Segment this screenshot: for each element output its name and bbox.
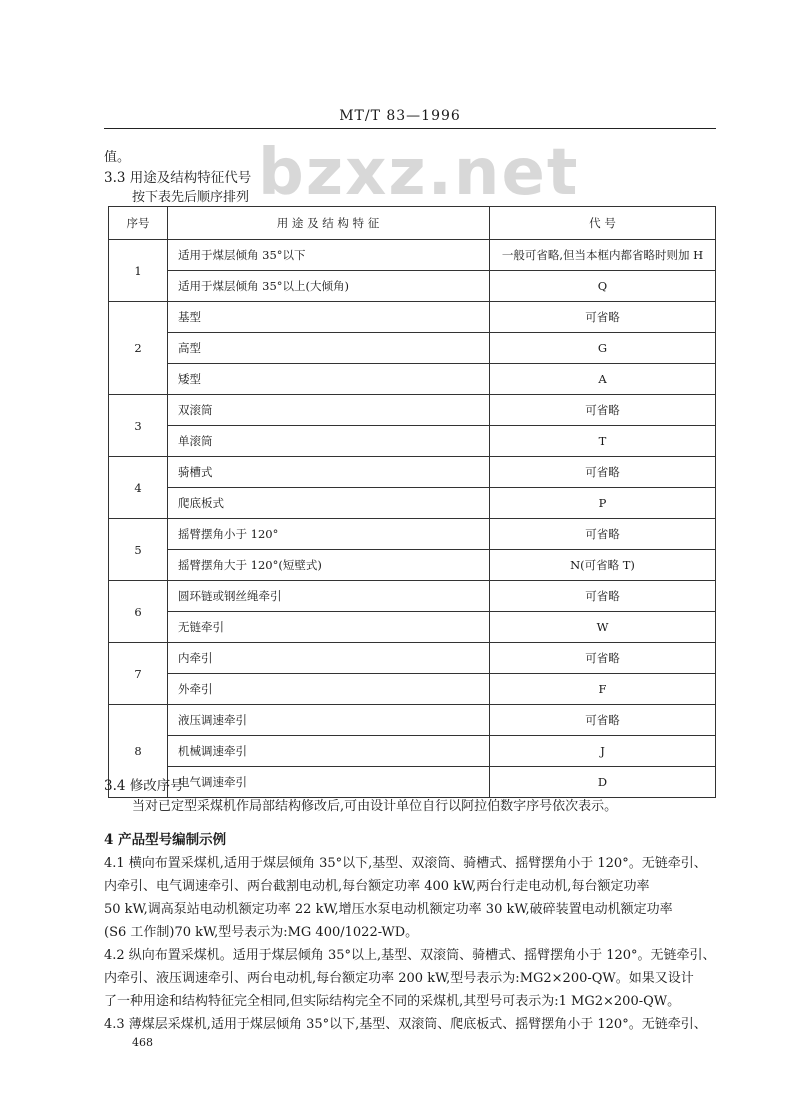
table-row — [109, 643, 716, 674]
feature-cell: 摇臂摆角大于 120°(短壁式) — [168, 550, 490, 581]
group-number: 1 — [109, 240, 168, 302]
table-row — [109, 519, 716, 550]
group-number: 2 — [109, 302, 168, 395]
paragraph-line: (S6 工作制)70 kW,型号表示为:MG 400/1022-WD。 — [104, 925, 419, 940]
code-cell: 可省略 — [490, 581, 716, 612]
paragraph-4-1 — [104, 852, 716, 944]
code-cell: 可省略 — [490, 302, 716, 333]
section-3-3-heading: 3.3 用途及结构特征代号 — [104, 170, 252, 186]
paragraph-4-3 — [104, 1013, 716, 1036]
section-3-3-subtext: 按下表先后顺序排列 — [132, 190, 250, 205]
table-row — [109, 302, 716, 333]
code-cell: 可省略 — [490, 705, 716, 736]
code-cell: N(可省略 T) — [490, 550, 716, 581]
feature-cell: 液压调速牵引 — [168, 705, 490, 736]
code-cell: A — [490, 364, 716, 395]
paragraph-4-2 — [104, 944, 716, 1013]
paragraph-line: 4.1 横向布置采煤机,适用于煤层倾角 35°以下,基型、双滚筒、骑槽式、摇臂摆角小于 120°。无链牵引、 — [104, 856, 707, 871]
group-number: 6 — [109, 581, 168, 643]
code-cell: G — [490, 333, 716, 364]
table-row — [109, 395, 716, 426]
header-rule — [104, 128, 716, 129]
code-cell: T — [490, 426, 716, 457]
code-table — [108, 206, 716, 798]
table-row — [109, 333, 716, 364]
section-3-4-heading: 3.4 修改序号 — [104, 778, 184, 794]
document-header: MT/T 83—1996 — [339, 108, 461, 124]
group-number: 5 — [109, 519, 168, 581]
code-cell: P — [490, 488, 716, 519]
paragraph-line: 内牵引、液压调速牵引、两台电动机,每台额定功率 200 kW,型号表示为:MG2×200-QW。如果又设计 — [104, 971, 694, 986]
table-row — [109, 488, 716, 519]
feature-cell: 适用于煤层倾角 35°以下 — [168, 240, 490, 271]
table-row — [109, 426, 716, 457]
feature-cell: 矮型 — [168, 364, 490, 395]
table-row — [109, 457, 716, 488]
paragraph-line: 50 kW,调高泵站电动机额定功率 22 kW,增压水泵电动机额定功率 30 kW,破碎装置电动机额定功率 — [104, 902, 673, 917]
group-number: 8 — [109, 705, 168, 798]
paragraph-line: 4.3 薄煤层采煤机,适用于煤层倾角 35°以下,基型、双滚筒、爬底板式、摇臂摆角小于 120°。无链牵引、 — [104, 1017, 707, 1032]
table-row — [109, 705, 716, 736]
feature-cell: 爬底板式 — [168, 488, 490, 519]
feature-cell: 适用于煤层倾角 35°以上(大倾角) — [168, 271, 490, 302]
feature-cell: 电气调速牵引 — [168, 767, 490, 798]
section-4-heading: 4 产品型号编制示例 — [104, 832, 227, 848]
feature-cell: 外牵引 — [168, 674, 490, 705]
header-feature: 用 途 及 结 构 特 征 — [168, 207, 490, 240]
header-code: 代 号 — [490, 207, 716, 240]
table-row — [109, 612, 716, 643]
paragraph-line: 内牵引、电气调速牵引、两台截割电动机,每台额定功率 400 kW,两台行走电动机,每台额定功率 — [104, 879, 650, 894]
code-cell: 可省略 — [490, 519, 716, 550]
continued-text: 值。 — [104, 150, 131, 165]
code-cell: F — [490, 674, 716, 705]
code-cell: W — [490, 612, 716, 643]
feature-cell: 单滚筒 — [168, 426, 490, 457]
code-cell: Q — [490, 271, 716, 302]
feature-cell: 双滚筒 — [168, 395, 490, 426]
table-row — [109, 364, 716, 395]
code-cell: 一般可省略,但当本框内都省略时则加 H — [490, 240, 716, 271]
group-number: 7 — [109, 643, 168, 705]
code-cell: 可省略 — [490, 643, 716, 674]
feature-cell: 无链牵引 — [168, 612, 490, 643]
section-3-4-text: 当对已定型采煤机作局部结构修改后,可由设计单位自行以阿拉伯数字序号依次表示。 — [132, 799, 618, 814]
watermark-logo: bzxz.net — [258, 136, 580, 210]
table-row — [109, 767, 716, 798]
feature-cell: 机械调速牵引 — [168, 736, 490, 767]
feature-cell: 高型 — [168, 333, 490, 364]
table-row — [109, 736, 716, 767]
paragraph-line: 4.2 纵向布置采煤机。适用于煤层倾角 35°以上,基型、双滚筒、骑槽式、摇臂摆角小于 120°。无链牵引、 — [104, 948, 716, 963]
table-header-row — [109, 207, 716, 240]
code-cell: J — [490, 736, 716, 767]
feature-cell: 摇臂摆角小于 120° — [168, 519, 490, 550]
table-row — [109, 271, 716, 302]
feature-cell: 基型 — [168, 302, 490, 333]
paragraph-line: 了一种用途和结构特征完全相同,但实际结构完全不同的采煤机,其型号可表示为:1 MG2×200-QW。 — [104, 994, 681, 1009]
feature-cell: 圆环链或钢丝绳牵引 — [168, 581, 490, 612]
code-cell: 可省略 — [490, 395, 716, 426]
feature-cell: 内牵引 — [168, 643, 490, 674]
page-number: 468 — [132, 1036, 153, 1049]
table-row — [109, 674, 716, 705]
code-cell: 可省略 — [490, 457, 716, 488]
table-row — [109, 581, 716, 612]
group-number: 4 — [109, 457, 168, 519]
table-row — [109, 240, 716, 271]
code-cell: D — [490, 767, 716, 798]
group-number: 3 — [109, 395, 168, 457]
feature-cell: 骑槽式 — [168, 457, 490, 488]
table-row — [109, 550, 716, 581]
header-number: 序号 — [109, 207, 168, 240]
